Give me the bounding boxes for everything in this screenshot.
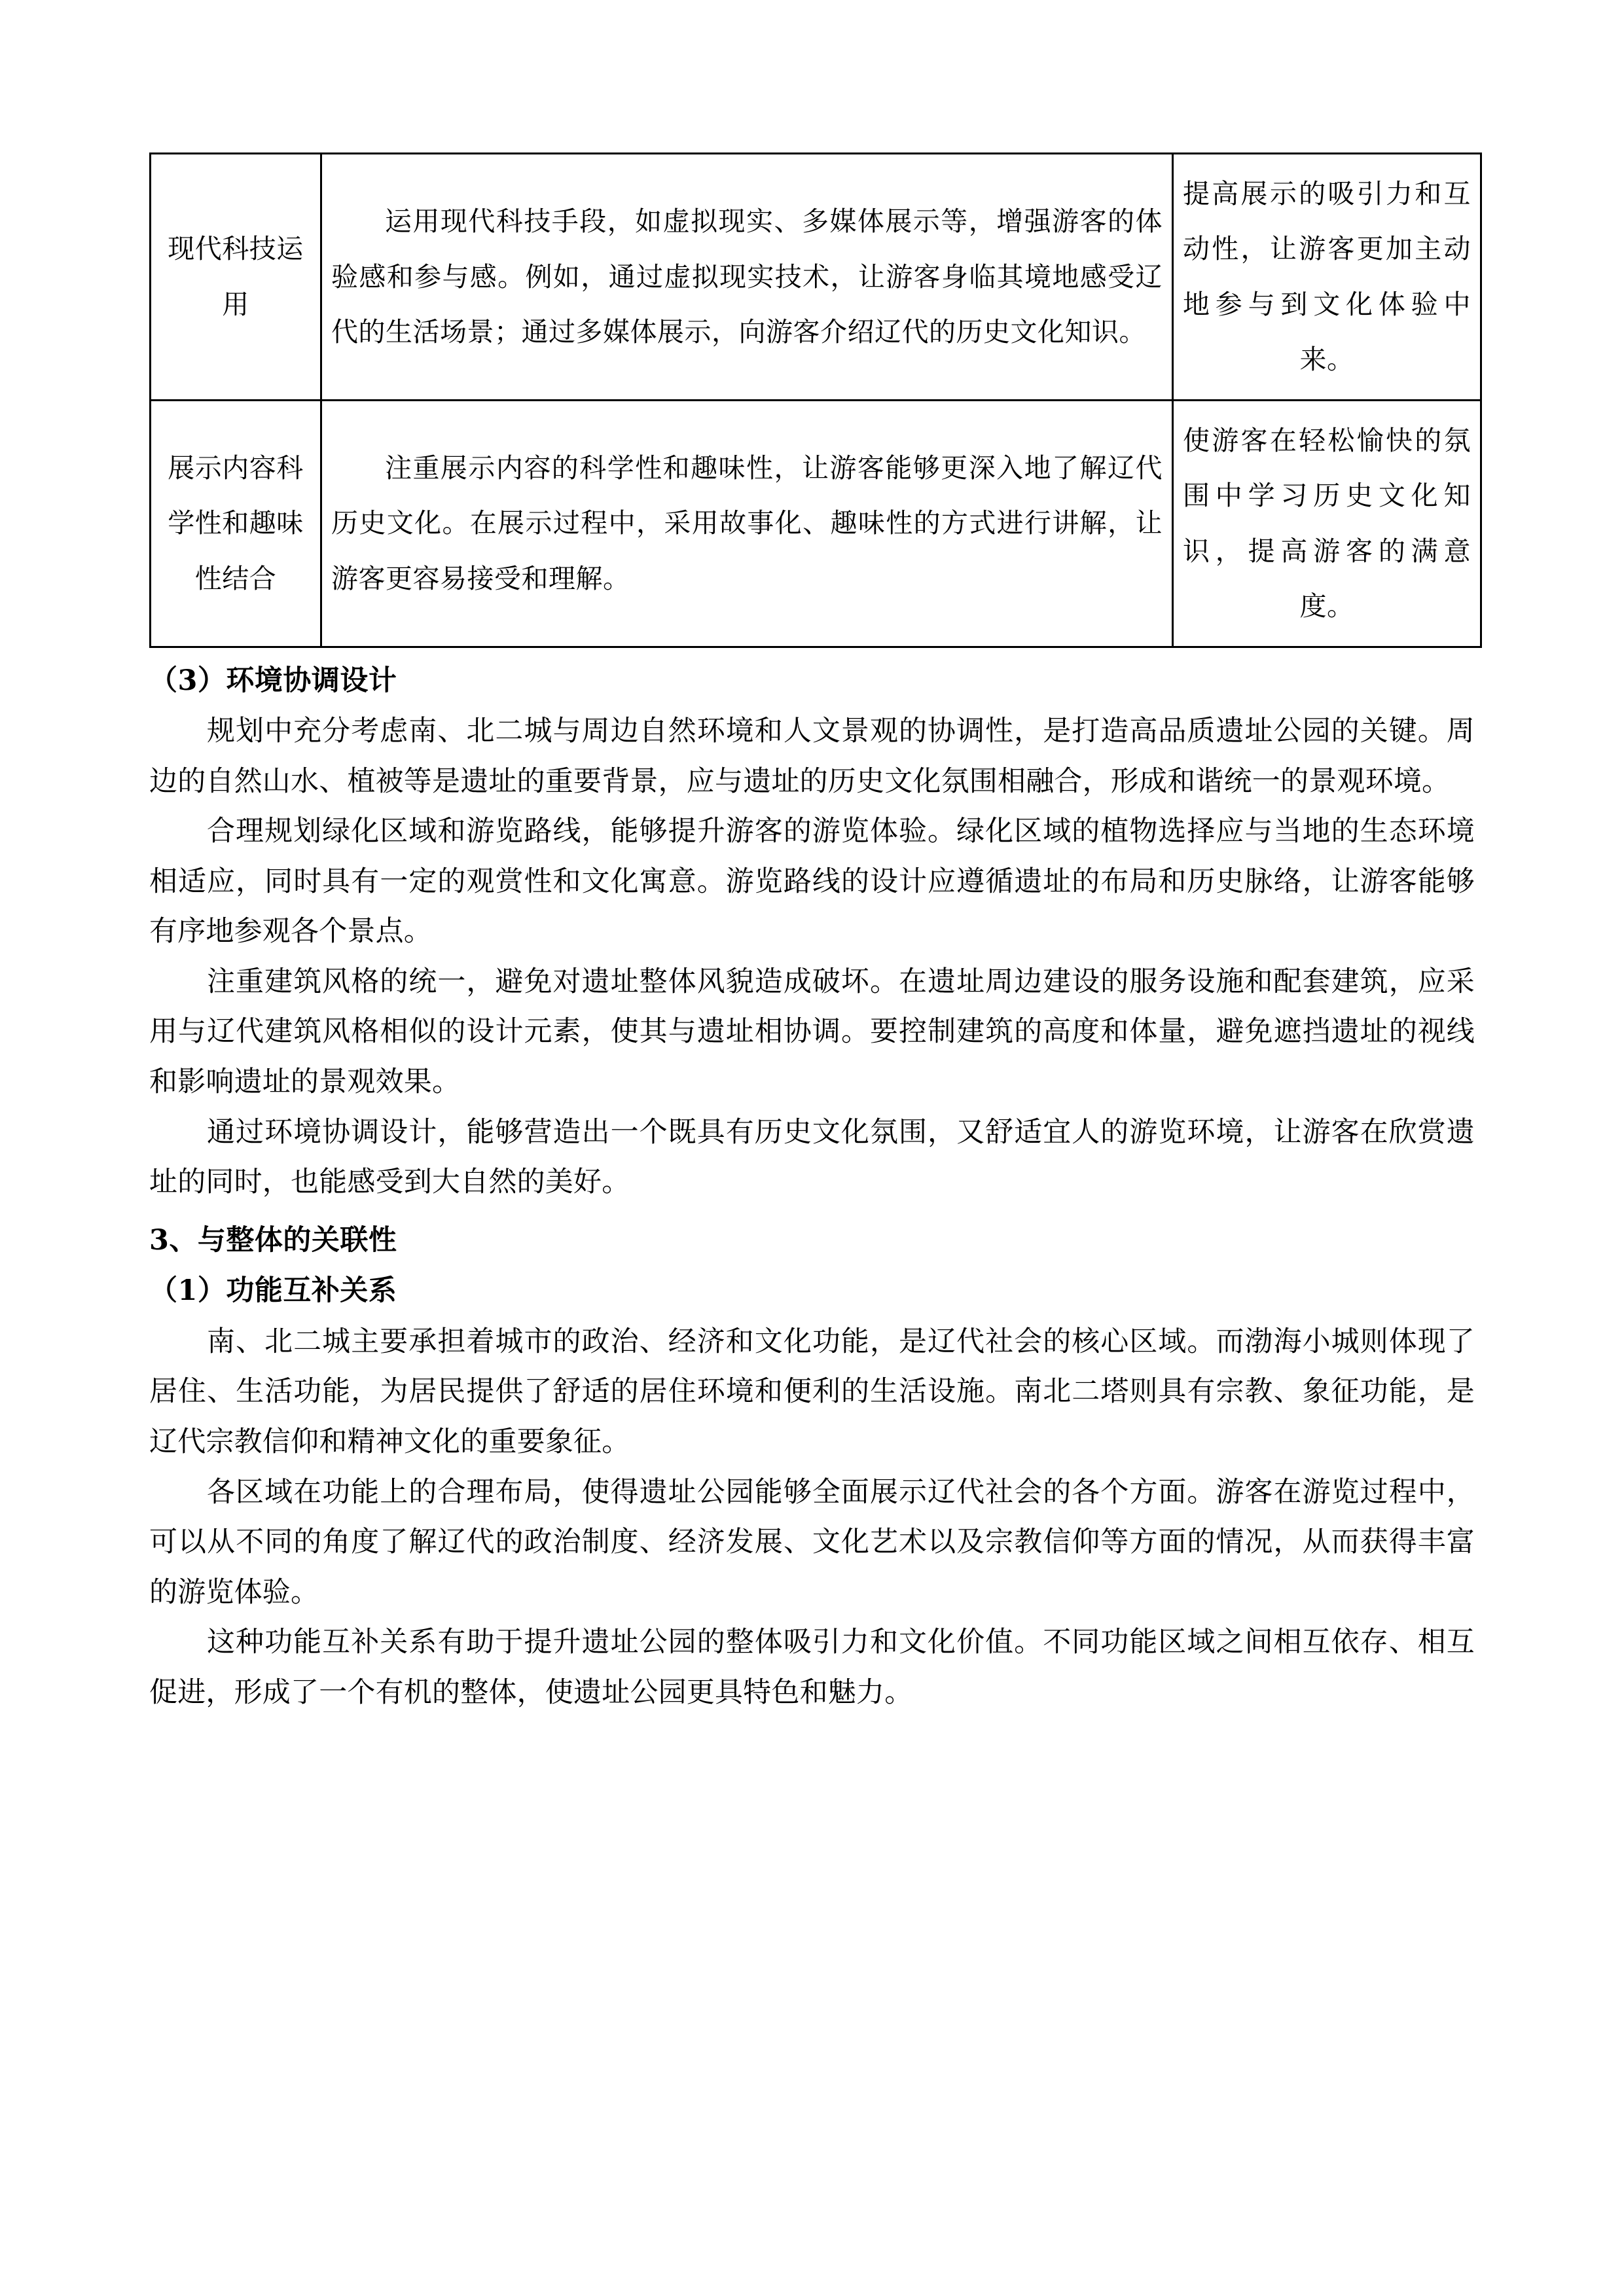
table-cell-description [321, 154, 1173, 401]
paragraph: 这种功能互补关系有助于提升遗址公园的整体吸引力和文化价值。不同功能区域之间相互依存、相互促进，形成了一个有机的整体，使遗址公园更具特色和魅力。 [149, 1626, 1475, 1709]
paragraph: 各区域在功能上的合理布局，使得遗址公园能够全面展示辽代社会的各个方面。游客在游览过程中，可以从不同的角度了解辽代的政治制度、经济发展、文化艺术以及宗教信仰等方面的情况，从而获得丰富的游览体验。 [149, 1475, 1475, 1609]
table-row [151, 154, 1481, 401]
paragraph: 规划中充分考虑南、北二城与周边自然环境和人文景观的协调性，是打造高品质遗址公园的关键。周边的自然山水、植被等是遗址的重要背景，应与遗址的历史文化氛围相融合，形成和谐统一的景观环境。 [149, 715, 1475, 798]
page-content [149, 152, 1475, 1717]
table-cell-effect: 提高展示的吸引力和互动性，让游客更加主动地参与到文化体验中来。 [1173, 154, 1481, 401]
table-cell-description-text: 注重展示内容的科学性和趣味性，让游客能够更深入地了解辽代历史文化。在展示过程中，采用故事化、趣味性的方式进行讲解，让游客更容易接受和理解。 [331, 452, 1163, 594]
paragraph: 通过环境协调设计，能够营造出一个既具有历史文化氛围，又舒适宜人的游览环境，让游客在欣赏遗址的同时，也能感受到大自然的美好。 [149, 1115, 1475, 1199]
paragraph: 合理规划绿化区域和游览路线，能够提升游客的游览体验。绿化区域的植物选择应与当地的生态环境相适应，同时具有一定的观赏性和文化寓意。游览路线的设计应遵循遗址的布局和历史脉络，让游客能够有序地参观各个景点。 [149, 815, 1475, 948]
table-cell-description [321, 400, 1173, 647]
table-cell-description-text: 运用现代科技手段，如虚拟现实、多媒体展示等，增强游客的体验感和参与感。例如，通过虚拟现实技术，让游客身临其境地感受辽代的生活场景；通过多媒体展示，向游客介绍辽代的历史文化知识。 [331, 206, 1163, 348]
table-cell-label: 展示内容科学性和趣味性结合 [151, 400, 321, 647]
table-cell-effect: 使游客在轻松愉快的氛围中学习历史文化知识，提高游客的满意度。 [1173, 400, 1481, 647]
section-heading-environment: （3）环境协调设计 [149, 664, 397, 697]
table-body [151, 154, 1481, 647]
paragraph: 注重建筑风格的统一，避免对遗址整体风貌造成破坏。在遗址周边建设的服务设施和配套建筑，应采用与辽代建筑风格相似的设计元素，使其与遗址相协调。要控制建筑的高度和体量，避免遮挡遗址的视线和影响遗址的景观效果。 [149, 965, 1475, 1098]
section-heading-relevance: 3、与整体的关联性 [149, 1223, 397, 1257]
section-heading-complementary: （1）功能互补关系 [149, 1274, 397, 1308]
table-row [151, 400, 1481, 647]
paragraph: 南、北二城主要承担着城市的政治、经济和文化功能，是辽代社会的核心区域。而渤海小城则体现了居住、生活功能，为居民提供了舒适的居住环境和便利的生活设施。南北二塔则具有宗教、象征功能，是辽代宗教信仰和精神文化的重要象征。 [149, 1325, 1475, 1458]
table-cell-label: 现代科技运用 [151, 154, 321, 401]
measures-table [149, 152, 1482, 648]
